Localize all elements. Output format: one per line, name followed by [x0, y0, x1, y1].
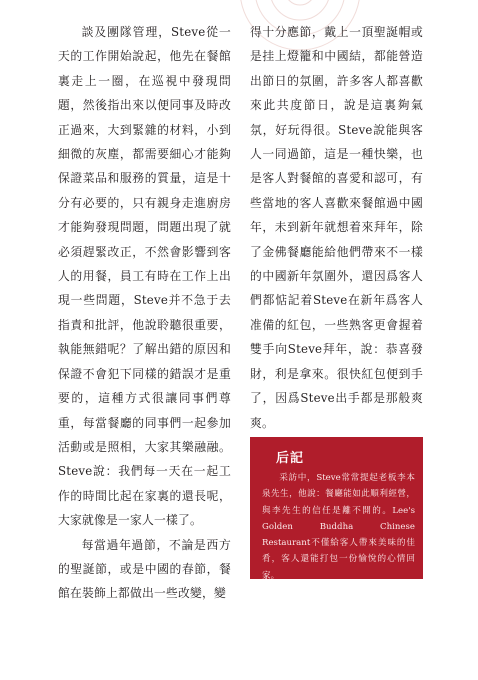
left-column [58, 20, 231, 606]
afterword-text: 采訪中，Steve常常提起老板李本泉先生，他說：餐廳能如此順利經營，與李先生的信任是離不開的。Lee's Golden Buddha Chinese Restaurant不僅給客人帶來美味的佳肴，客人還能打包一份愉悅的心情回家。 [262, 473, 415, 581]
right-column [250, 20, 423, 435]
article-paragraph: 談及團隊管理，Steve從一天的工作開始說起，他先在餐館裏走上一圈，在巡視中發現問題，然後指出來以便同事及時改正過來，大到緊雜的材料，小到細微的灰塵，都需要細心才能夠保證菜品和服務的質量，這是十分有必要的，只有親身走進廚房才能夠發現問題，問題出現了就必須趕緊改正，不然會影響到客人的用餐，員工有時在工作上出現一些問題，Steve并不急于去指責和批評，他說聆聽很重要，執能無錯呢？了解出錯的原因和保證不會犯下同樣的錯誤才是重要的，這種方式很讓同事們尊重，每當餐廳的同事們一起參加活動或是照相，大家其樂融融。Steve說：我們每一天在一起工作的時間比起在家裏的還長呢，大家就像是一家人一樣了。 [58, 25, 231, 528]
article-paragraph: 每當過年過節，不論是西方的聖誕節，或是中國的春節，餐館在裝飾上都做出一些改變，變 [58, 537, 231, 601]
article-paragraph: 得十分應節，戴上一頂聖誕帽或是挂上燈籠和中國結，都能營造出節日的氛圍，許多客人都喜歡來此共度節日，說是這裏夠氣氛，好玩得很。Steve說能與客人一同過節，這是一種快樂，也是客人對餐館的喜愛和認可，有些當地的客人喜歡來餐館過中國年，未到新年就想着來拜年，除了金佛餐廳能給他們帶來不一樣的中國新年氛圍外，還因爲客人們都惦記着Steve在新年爲客人准備的紅包，一些熟客更會握着雙手向Steve拜年，說：恭喜發財，利是拿來。很快紅包便到手了，因爲Steve出手都是那般爽爽。 [250, 25, 423, 430]
afterword-title: 后記 [276, 451, 305, 466]
afterword-box [250, 437, 423, 579]
